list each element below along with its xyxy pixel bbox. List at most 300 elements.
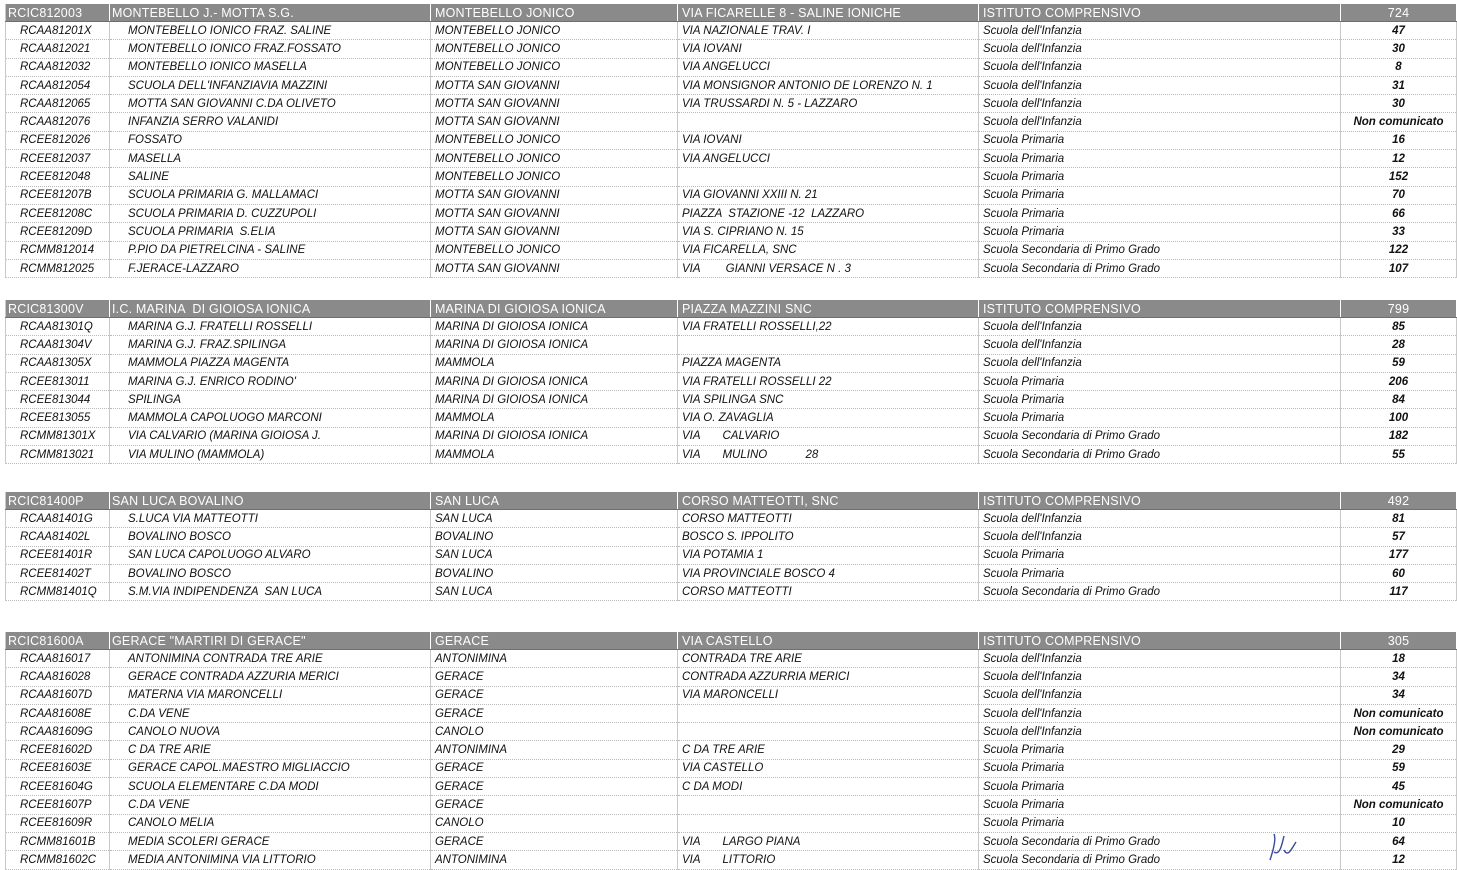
- school-address: [678, 336, 979, 354]
- school-code: RCMM81401Q: [6, 583, 110, 601]
- school-code: RCAA81607D: [6, 686, 110, 704]
- institute-block: [5, 300, 1456, 464]
- school-type: Scuola Secondaria di Primo Grado: [979, 241, 1341, 259]
- school-type: Scuola dell'Infanzia: [979, 650, 1341, 668]
- header-student-count: 492: [1341, 492, 1457, 510]
- school-address: VIA ANGELUCCI: [678, 58, 979, 76]
- school-name: MAMMOLA CAPOLUOGO MARCONI: [110, 409, 431, 427]
- school-address: VIA SPILINGA SNC: [678, 391, 979, 409]
- school-name: BOVALINO BOSCO: [110, 564, 431, 582]
- school-address: VIA TRUSSARDI N. 5 - LAZZARO: [678, 95, 979, 113]
- school-code: RCAA812076: [6, 113, 110, 131]
- student-count: 59: [1341, 354, 1457, 372]
- school-code: RCMM81602C: [6, 851, 110, 869]
- school-city: MARINA DI GIOIOSA IONICA: [431, 427, 678, 445]
- school-address: VIA POTAMIA 1: [678, 546, 979, 564]
- student-count: 45: [1341, 778, 1457, 796]
- student-count: 66: [1341, 204, 1457, 222]
- school-city: MONTEBELLO JONICO: [431, 150, 678, 168]
- school-type: Scuola dell'Infanzia: [979, 686, 1341, 704]
- student-count: 122: [1341, 241, 1457, 259]
- school-city: BOVALINO: [431, 528, 678, 546]
- school-address: VIA CALVARIO: [678, 427, 979, 445]
- student-count: 30: [1341, 40, 1457, 58]
- school-name: MEDIA SCOLERI GERACE: [110, 832, 431, 850]
- school-type: Scuola dell'Infanzia: [979, 22, 1341, 40]
- school-city: ANTONIMINA: [431, 650, 678, 668]
- school-name: CANOLO NUOVA: [110, 723, 431, 741]
- school-code: RCEE81609R: [6, 814, 110, 832]
- school-type: Scuola dell'Infanzia: [979, 668, 1341, 686]
- school-name: SCUOLA PRIMARIA G. MALLAMACI: [110, 186, 431, 204]
- header-school-name: MONTEBELLO J.- MOTTA S.G.: [110, 4, 431, 22]
- school-type: Scuola dell'Infanzia: [979, 76, 1341, 94]
- school-city: MOTTA SAN GIOVANNI: [431, 204, 678, 222]
- school-name: SCUOLA PRIMARIA S.ELIA: [110, 223, 431, 241]
- school-city: CANOLO: [431, 723, 678, 741]
- student-count: 84: [1341, 391, 1457, 409]
- school-address: VIA CASTELLO: [678, 759, 979, 777]
- student-count: 64: [1341, 832, 1457, 850]
- school-city: MOTTA SAN GIOVANNI: [431, 76, 678, 94]
- header-student-count: 724: [1341, 4, 1457, 22]
- school-name: F.JERACE-LAZZARO: [110, 259, 431, 277]
- school-address: VIA GIANNI VERSACE N . 3: [678, 259, 979, 277]
- student-count: 28: [1341, 336, 1457, 354]
- institute-header-row: [6, 4, 1457, 22]
- school-name: INFANZIA SERRO VALANIDI: [110, 113, 431, 131]
- table-row: [6, 759, 1457, 777]
- school-address: VIA S. CIPRIANO N. 15: [678, 223, 979, 241]
- header-school-city: MONTEBELLO JONICO: [431, 4, 678, 22]
- header-school-code: RCIC81300V: [6, 300, 110, 318]
- table-row: [6, 58, 1457, 76]
- signature-mark: [1262, 830, 1312, 862]
- header-student-count: 305: [1341, 632, 1457, 650]
- school-name: C.DA VENE: [110, 704, 431, 722]
- school-address: C DA TRE ARIE: [678, 741, 979, 759]
- school-type: Scuola dell'Infanzia: [979, 95, 1341, 113]
- student-count: 16: [1341, 131, 1457, 149]
- school-name: SAN LUCA CAPOLUOGO ALVARO: [110, 546, 431, 564]
- school-type: Scuola dell'Infanzia: [979, 528, 1341, 546]
- school-code: RCAA816028: [6, 668, 110, 686]
- school-code: RCEE81207B: [6, 186, 110, 204]
- student-count: 31: [1341, 76, 1457, 94]
- school-code: RCEE81603E: [6, 759, 110, 777]
- school-name: GERACE CAPOL.MAESTRO MIGLIACCIO: [110, 759, 431, 777]
- institute-block: [5, 492, 1456, 601]
- institute-header-row: [6, 632, 1457, 650]
- school-code: RCEE81604G: [6, 778, 110, 796]
- school-city: SAN LUCA: [431, 510, 678, 528]
- school-city: MOTTA SAN GIOVANNI: [431, 113, 678, 131]
- header-school-address: VIA CASTELLO: [678, 632, 979, 650]
- school-city: MOTTA SAN GIOVANNI: [431, 259, 678, 277]
- student-count: 12: [1341, 150, 1457, 168]
- school-city: MARINA DI GIOIOSA IONICA: [431, 372, 678, 390]
- school-city: GERACE: [431, 686, 678, 704]
- header-school-type: ISTITUTO COMPRENSIVO: [979, 632, 1341, 650]
- table-row: [6, 832, 1457, 850]
- school-address: CORSO MATTEOTTI: [678, 583, 979, 601]
- student-count: 55: [1341, 446, 1457, 464]
- school-name: MASELLA: [110, 150, 431, 168]
- school-code: RCEE81208C: [6, 204, 110, 222]
- institute-header-row: [6, 300, 1457, 318]
- school-type: Scuola dell'Infanzia: [979, 40, 1341, 58]
- student-count: 70: [1341, 186, 1457, 204]
- school-code: RCAA81608E: [6, 704, 110, 722]
- school-city: MONTEBELLO JONICO: [431, 131, 678, 149]
- student-count: 60: [1341, 564, 1457, 582]
- student-count: 206: [1341, 372, 1457, 390]
- table-row: [6, 40, 1457, 58]
- school-name: S.LUCA VIA MATTEOTTI: [110, 510, 431, 528]
- school-name: C.DA VENE: [110, 796, 431, 814]
- school-type: Scuola dell'Infanzia: [979, 113, 1341, 131]
- school-type: Scuola dell'Infanzia: [979, 58, 1341, 76]
- school-type: Scuola Primaria: [979, 186, 1341, 204]
- school-address: VIA GIOVANNI XXIII N. 21: [678, 186, 979, 204]
- header-school-address: CORSO MATTEOTTI, SNC: [678, 492, 979, 510]
- table-row: [6, 510, 1457, 528]
- school-address: VIA IOVANI: [678, 40, 979, 58]
- student-count: 33: [1341, 223, 1457, 241]
- school-name: MARINA G.J. ENRICO RODINO': [110, 372, 431, 390]
- school-name: MAMMOLA PIAZZA MAGENTA: [110, 354, 431, 372]
- school-code: RCEE81607P: [6, 796, 110, 814]
- school-code: RCMM813021: [6, 446, 110, 464]
- school-type: Scuola dell'Infanzia: [979, 318, 1341, 336]
- table-row: [6, 391, 1457, 409]
- school-address: CONTRADA AZZURRIA MERICI: [678, 668, 979, 686]
- table-row: [6, 131, 1457, 149]
- school-code: RCEE81602D: [6, 741, 110, 759]
- table-row: [6, 409, 1457, 427]
- table-row: [6, 372, 1457, 390]
- school-name: GERACE CONTRADA AZZURIA MERICI: [110, 668, 431, 686]
- student-count: 10: [1341, 814, 1457, 832]
- school-city: CANOLO: [431, 814, 678, 832]
- school-code: RCAA81305X: [6, 354, 110, 372]
- school-code: RCAA812065: [6, 95, 110, 113]
- school-code: RCMM81301X: [6, 427, 110, 445]
- school-type: Scuola Primaria: [979, 168, 1341, 186]
- school-code: RCEE812048: [6, 168, 110, 186]
- school-city: MAMMOLA: [431, 409, 678, 427]
- school-name: SCUOLA ELEMENTARE C.DA MODI: [110, 778, 431, 796]
- school-address: [678, 704, 979, 722]
- school-name: MATERNA VIA MARONCELLI: [110, 686, 431, 704]
- school-code: RCEE81402T: [6, 564, 110, 582]
- table-row: [6, 723, 1457, 741]
- table-row: [6, 851, 1457, 869]
- school-code: RCMM81601B: [6, 832, 110, 850]
- student-count: 59: [1341, 759, 1457, 777]
- header-school-type: ISTITUTO COMPRENSIVO: [979, 300, 1341, 318]
- school-name: MEDIA ANTONIMINA VIA LITTORIO: [110, 851, 431, 869]
- student-count: 182: [1341, 427, 1457, 445]
- school-type: Scuola dell'Infanzia: [979, 354, 1341, 372]
- table-row: [6, 113, 1457, 131]
- school-type: Scuola Primaria: [979, 131, 1341, 149]
- school-code: RCEE813044: [6, 391, 110, 409]
- school-type: Scuola Secondaria di Primo Grado: [979, 427, 1341, 445]
- table-row: [6, 318, 1457, 336]
- school-name: C DA TRE ARIE: [110, 741, 431, 759]
- school-code: RCAA812054: [6, 76, 110, 94]
- institute-table: [5, 4, 1457, 278]
- school-city: GERACE: [431, 832, 678, 850]
- school-city: MONTEBELLO JONICO: [431, 40, 678, 58]
- school-address: VIA FICARELLA, SNC: [678, 241, 979, 259]
- school-address: VIA FRATELLI ROSSELLI,22: [678, 318, 979, 336]
- school-type: Scuola dell'Infanzia: [979, 723, 1341, 741]
- school-address: VIA MONSIGNOR ANTONIO DE LORENZO N. 1: [678, 76, 979, 94]
- school-address: VIA FRATELLI ROSSELLI 22: [678, 372, 979, 390]
- school-code: RCAA816017: [6, 650, 110, 668]
- school-city: GERACE: [431, 759, 678, 777]
- school-city: MOTTA SAN GIOVANNI: [431, 95, 678, 113]
- school-type: Scuola Secondaria di Primo Grado: [979, 583, 1341, 601]
- school-type: Scuola Primaria: [979, 796, 1341, 814]
- school-address: VIA MULINO 28: [678, 446, 979, 464]
- school-code: RCAA81304V: [6, 336, 110, 354]
- header-student-count: 799: [1341, 300, 1457, 318]
- school-type: Scuola Primaria: [979, 814, 1341, 832]
- school-name: P.PIO DA PIETRELCINA - SALINE: [110, 241, 431, 259]
- school-address: CONTRADA TRE ARIE: [678, 650, 979, 668]
- school-name: BOVALINO BOSCO: [110, 528, 431, 546]
- student-count: 29: [1341, 741, 1457, 759]
- school-code: RCEE812037: [6, 150, 110, 168]
- school-city: MONTEBELLO JONICO: [431, 241, 678, 259]
- school-city: MAMMOLA: [431, 446, 678, 464]
- student-count: 107: [1341, 259, 1457, 277]
- school-code: RCEE812026: [6, 131, 110, 149]
- header-school-address: VIA FICARELLE 8 - SALINE IONICHE: [678, 4, 979, 22]
- student-count: Non comunicato: [1341, 113, 1457, 131]
- header-school-name: GERACE "MARTIRI DI GERACE": [110, 632, 431, 650]
- school-type: Scuola Primaria: [979, 546, 1341, 564]
- school-code: RCEE813055: [6, 409, 110, 427]
- school-address: C DA MODI: [678, 778, 979, 796]
- table-row: [6, 427, 1457, 445]
- school-type: Scuola Secondaria di Primo Grado: [979, 259, 1341, 277]
- school-name: S.M.VIA INDIPENDENZA SAN LUCA: [110, 583, 431, 601]
- school-city: BOVALINO: [431, 564, 678, 582]
- school-city: MOTTA SAN GIOVANNI: [431, 223, 678, 241]
- table-row: [6, 686, 1457, 704]
- school-address: [678, 113, 979, 131]
- institute-block: [5, 4, 1456, 278]
- institute-header-row: [6, 492, 1457, 510]
- school-name: VIA CALVARIO (MARINA GIOIOSA J.: [110, 427, 431, 445]
- table-row: [6, 564, 1457, 582]
- header-school-type: ISTITUTO COMPRENSIVO: [979, 492, 1341, 510]
- school-name: MOTTA SAN GIOVANNI C.DA OLIVETO: [110, 95, 431, 113]
- school-city: MONTEBELLO JONICO: [431, 168, 678, 186]
- school-type: Scuola Primaria: [979, 778, 1341, 796]
- school-type: Scuola dell'Infanzia: [979, 704, 1341, 722]
- school-type: Scuola Secondaria di Primo Grado: [979, 832, 1341, 850]
- school-address: [678, 814, 979, 832]
- table-row: [6, 259, 1457, 277]
- school-address: BOSCO S. IPPOLITO: [678, 528, 979, 546]
- school-address: VIA LITTORIO: [678, 851, 979, 869]
- institute-table: [5, 632, 1457, 870]
- header-school-city: MARINA DI GIOIOSA IONICA: [431, 300, 678, 318]
- student-count: 8: [1341, 58, 1457, 76]
- school-city: ANTONIMINA: [431, 851, 678, 869]
- table-row: [6, 186, 1457, 204]
- student-count: 177: [1341, 546, 1457, 564]
- school-name: FOSSATO: [110, 131, 431, 149]
- table-row: [6, 204, 1457, 222]
- school-city: MARINA DI GIOIOSA IONICA: [431, 336, 678, 354]
- school-type: Scuola Secondaria di Primo Grado: [979, 851, 1341, 869]
- school-code: RCEE81401R: [6, 546, 110, 564]
- school-name: MONTEBELLO IONICO FRAZ. SALINE: [110, 22, 431, 40]
- school-code: RCMM812025: [6, 259, 110, 277]
- header-school-code: RCIC812003: [6, 4, 110, 22]
- school-address: [678, 796, 979, 814]
- student-count: 18: [1341, 650, 1457, 668]
- school-name: SPILINGA: [110, 391, 431, 409]
- school-city: SAN LUCA: [431, 583, 678, 601]
- school-address: [678, 723, 979, 741]
- student-count: 57: [1341, 528, 1457, 546]
- school-city: MARINA DI GIOIOSA IONICA: [431, 391, 678, 409]
- school-code: RCAA81609G: [6, 723, 110, 741]
- school-type: Scuola dell'Infanzia: [979, 510, 1341, 528]
- school-city: GERACE: [431, 704, 678, 722]
- table-row: [6, 778, 1457, 796]
- student-count: 117: [1341, 583, 1457, 601]
- school-type: Scuola Primaria: [979, 391, 1341, 409]
- school-type: Scuola dell'Infanzia: [979, 336, 1341, 354]
- school-city: GERACE: [431, 668, 678, 686]
- student-count: 81: [1341, 510, 1457, 528]
- header-school-code: RCIC81600A: [6, 632, 110, 650]
- school-city: MARINA DI GIOIOSA IONICA: [431, 318, 678, 336]
- table-row: [6, 241, 1457, 259]
- header-school-name: I.C. MARINA DI GIOIOSA IONICA: [110, 300, 431, 318]
- school-city: MAMMOLA: [431, 354, 678, 372]
- student-count: Non comunicato: [1341, 796, 1457, 814]
- school-address: CORSO MATTEOTTI: [678, 510, 979, 528]
- student-count: Non comunicato: [1341, 723, 1457, 741]
- school-type: Scuola Primaria: [979, 759, 1341, 777]
- student-count: 34: [1341, 668, 1457, 686]
- header-school-code: RCIC81400P: [6, 492, 110, 510]
- student-count: 152: [1341, 168, 1457, 186]
- table-row: [6, 223, 1457, 241]
- header-school-type: ISTITUTO COMPRENSIVO: [979, 4, 1341, 22]
- school-address: PIAZZA STAZIONE -12 LAZZARO: [678, 204, 979, 222]
- school-type: Scuola Primaria: [979, 204, 1341, 222]
- institute-table: [5, 300, 1457, 464]
- student-count: 12: [1341, 851, 1457, 869]
- school-name: MARINA G.J. FRATELLI ROSSELLI: [110, 318, 431, 336]
- table-row: [6, 650, 1457, 668]
- school-address: VIA NAZIONALE TRAV. I: [678, 22, 979, 40]
- table-row: [6, 546, 1457, 564]
- table-row: [6, 354, 1457, 372]
- institute-block: [5, 632, 1456, 870]
- school-city: GERACE: [431, 778, 678, 796]
- school-city: MONTEBELLO JONICO: [431, 22, 678, 40]
- school-address: VIA LARGO PIANA: [678, 832, 979, 850]
- school-type: Scuola Primaria: [979, 223, 1341, 241]
- table-row: [6, 446, 1457, 464]
- school-type: Scuola Primaria: [979, 372, 1341, 390]
- school-type: Scuola Primaria: [979, 409, 1341, 427]
- student-count: 100: [1341, 409, 1457, 427]
- school-code: RCMM812014: [6, 241, 110, 259]
- institute-table: [5, 492, 1457, 601]
- school-address: VIA MARONCELLI: [678, 686, 979, 704]
- school-code: RCAA81402L: [6, 528, 110, 546]
- table-row: [6, 528, 1457, 546]
- header-school-address: PIAZZA MAZZINI SNC: [678, 300, 979, 318]
- school-city: SAN LUCA: [431, 546, 678, 564]
- table-row: [6, 168, 1457, 186]
- school-city: ANTONIMINA: [431, 741, 678, 759]
- table-row: [6, 22, 1457, 40]
- school-address: VIA O. ZAVAGLIA: [678, 409, 979, 427]
- table-row: [6, 741, 1457, 759]
- school-name: SCUOLA PRIMARIA D. CUZZUPOLI: [110, 204, 431, 222]
- table-row: [6, 704, 1457, 722]
- school-code: RCEE813011: [6, 372, 110, 390]
- school-name: MONTEBELLO IONICO MASELLA: [110, 58, 431, 76]
- table-row: [6, 814, 1457, 832]
- student-count: 47: [1341, 22, 1457, 40]
- table-row: [6, 668, 1457, 686]
- school-code: RCAA81201X: [6, 22, 110, 40]
- school-city: MOTTA SAN GIOVANNI: [431, 186, 678, 204]
- school-type: Scuola Primaria: [979, 150, 1341, 168]
- table-row: [6, 336, 1457, 354]
- student-count: 30: [1341, 95, 1457, 113]
- student-count: 85: [1341, 318, 1457, 336]
- school-city: MONTEBELLO JONICO: [431, 58, 678, 76]
- header-school-name: SAN LUCA BOVALINO: [110, 492, 431, 510]
- school-address: PIAZZA MAGENTA: [678, 354, 979, 372]
- header-school-city: SAN LUCA: [431, 492, 678, 510]
- school-name: MARINA G.J. FRAZ.SPILINGA: [110, 336, 431, 354]
- student-count: Non comunicato: [1341, 704, 1457, 722]
- school-address: [678, 168, 979, 186]
- school-code: RCAA81401G: [6, 510, 110, 528]
- school-address: VIA ANGELUCCI: [678, 150, 979, 168]
- student-count: 34: [1341, 686, 1457, 704]
- school-address: VIA PROVINCIALE BOSCO 4: [678, 564, 979, 582]
- table-row: [6, 150, 1457, 168]
- school-code: RCAA812032: [6, 58, 110, 76]
- school-type: Scuola Secondaria di Primo Grado: [979, 446, 1341, 464]
- school-name: SCUOLA DELL'INFANZIAVIA MAZZINI: [110, 76, 431, 94]
- school-code: RCAA812021: [6, 40, 110, 58]
- table-row: [6, 76, 1457, 94]
- school-type: Scuola Primaria: [979, 741, 1341, 759]
- school-address: VIA IOVANI: [678, 131, 979, 149]
- table-row: [6, 95, 1457, 113]
- school-city: GERACE: [431, 796, 678, 814]
- school-name: MONTEBELLO IONICO FRAZ.FOSSATO: [110, 40, 431, 58]
